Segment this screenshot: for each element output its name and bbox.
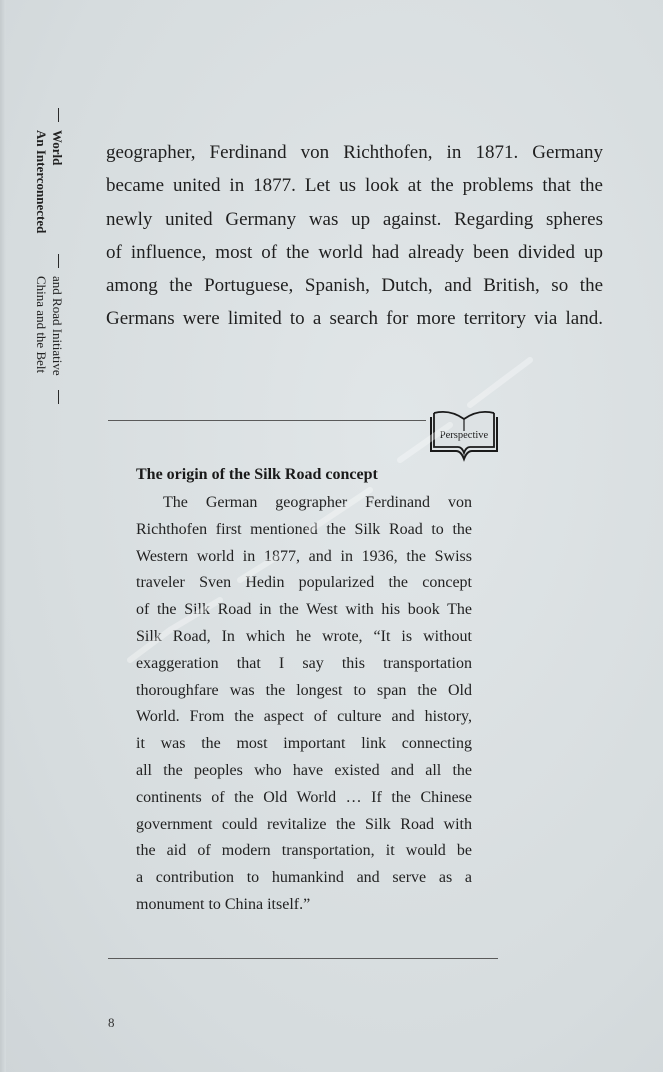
main-text-line: Germans were limited to a search for more territory via land. xyxy=(106,308,603,330)
running-head-rule-top xyxy=(58,108,59,122)
sidebar-text-line: The German geographer Ferdinand von xyxy=(163,494,472,511)
sidebar-text-line: exaggeration that I say this transportation xyxy=(136,654,472,672)
sidebar-bottom-rule xyxy=(108,958,498,959)
sidebar-text-line: monument to China itself.” xyxy=(136,895,311,913)
running-head xyxy=(30,108,70,408)
main-text-line: among the Portuguese, Spanish, Dutch, and British, so the xyxy=(106,275,603,297)
sidebar-text-line: continents of the Old World … If the Chinese xyxy=(136,788,472,806)
running-head-title-line2: World xyxy=(50,130,65,166)
main-text-line: newly united Germany was up against. Regarding spheres xyxy=(106,208,603,230)
sidebar-text-line: Silk Road, In which he wrote, “It is without xyxy=(136,627,472,645)
sidebar-text-line: thoroughfare was the longest to span the Old xyxy=(136,681,472,699)
perspective-badge-label: Perspective xyxy=(439,430,489,441)
sidebar-text-line: government could revitalize the Silk Road with xyxy=(136,815,472,833)
sidebar-text-line: a contribution to humankind and serve as a xyxy=(136,869,472,887)
running-head-subtitle-line2: and Road Initiative xyxy=(50,276,65,376)
page-number: 8 xyxy=(108,1015,115,1030)
page-edge-shadow xyxy=(0,0,6,1072)
running-head-rule-bottom xyxy=(58,390,59,404)
sidebar-title: The origin of the Silk Road concept xyxy=(136,466,378,483)
sidebar-text-line: World. From the aspect of culture and history, xyxy=(136,708,472,726)
sidebar-text-line: Western world in 1877, and in 1936, the Swiss xyxy=(136,547,472,565)
sidebar-text-line: all the peoples who have existed and all the xyxy=(136,761,472,779)
running-head-title-line1: An Interconnected xyxy=(34,130,49,234)
sidebar-body xyxy=(136,490,472,919)
main-text-line: became united in 1877. Let us look at the problems that the xyxy=(106,175,603,197)
running-head-rule-middle xyxy=(58,254,59,268)
sidebar-top-rule xyxy=(108,420,426,421)
main-text-line: of influence, most of the world had already been divided up xyxy=(106,241,603,263)
sidebar-text-line: the aid of modern transportation, it would be xyxy=(136,842,472,860)
sidebar-text-line: it was the most important link connecting xyxy=(136,735,472,753)
sidebar-text-line: Richthofen first mentioned the Silk Road to the xyxy=(136,520,472,538)
sidebar-text-line: of the Silk Road in the West with his book The xyxy=(136,601,472,619)
main-paragraph xyxy=(106,136,603,336)
running-head-subtitle-line1: China and the Belt xyxy=(34,276,49,374)
sidebar-text-line: traveler Sven Hedin popularized the concept xyxy=(136,574,472,592)
main-text-line: geographer, Ferdinand von Richthofen, in 1871. Germany xyxy=(106,142,603,163)
